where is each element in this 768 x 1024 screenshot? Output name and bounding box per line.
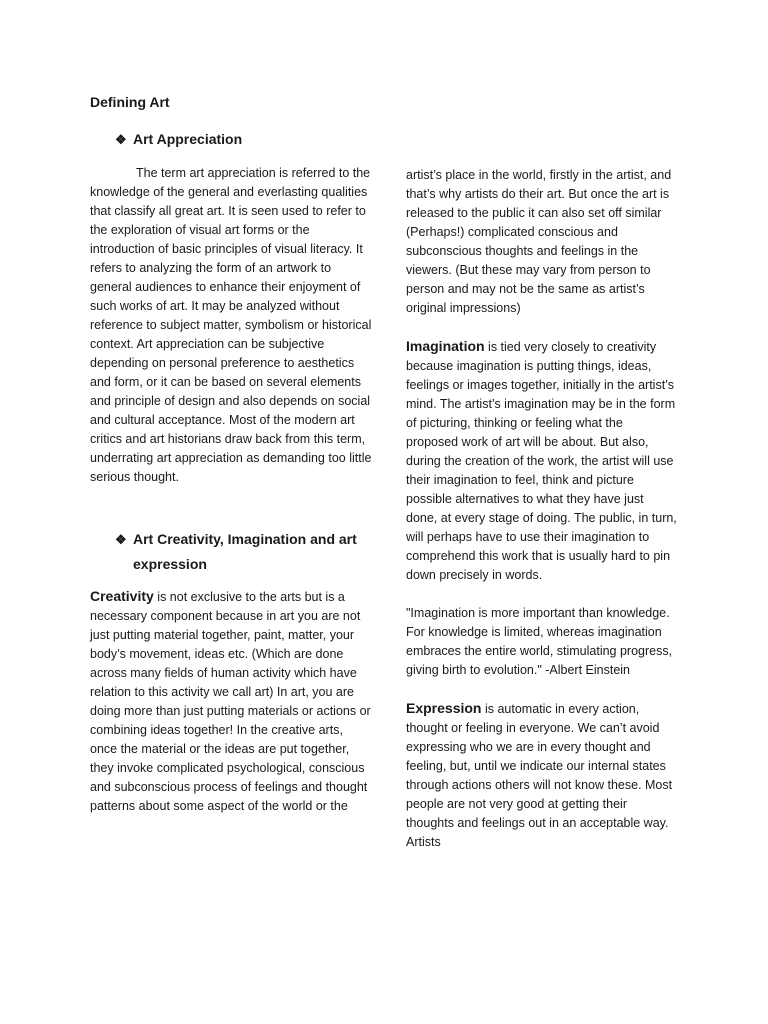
expression-paragraph [406,699,678,852]
imagination-text: is tied very closely to creativity because imagination is putting things, ideas, feelings or images together, initially in the artist’s mind. The artist’s imagination may be in the form of picturing, thinking or feeling what the proposed work of art will be about. But also, during the creation of the work, the artist will use their imagination to feel, think and picture possible alternatives to what they have just done, at every stage of doing. The public, in turn, will perhaps have to use their imagination to comprehend this work that is usually hard to pin down precisely in words. [406,340,677,582]
imagination-paragraph [406,337,678,585]
section-heading-creativity [115,527,372,577]
continuation-paragraph: artist’s place in the world, firstly in the artist, and that’s why artists do their art. But once the art is released to the public it can also set off similar (Perhaps!) complicated conscious and subconscious thoughts and feelings in the viewers. (But these may vary from person to person and may not be the same as artist’s original impressions) [406,168,672,315]
einstein-quote: "Imagination is more important than knowledge. For knowledge is limited, whereas imagination embraces the entire world, stimulating progress, giving birth to evolution." -Albert Einstein [406,606,673,677]
diamond-bullet-icon: ❖ [115,532,127,547]
document-title: Defining Art [90,94,170,110]
creativity-text: is not exclusive to the arts but is a necessary component because in art you are not just putting material together, paint, matter, your body’s movement, ideas etc. (Which are done across many fields of human activity which have relation to this activity we call art) In art, you are doing more than just putting materials or actions or combining ideas together! In the creative arts, once the material or the ideas are put together, they invoke complicated psychological, conscious and subconscious process of feelings and thought patterns about some aspect of the world or the [90,590,371,813]
section-heading-label: Art Creativity, Imagination and art expression [133,531,357,572]
expression-text: is automatic in every action, thought or feeling in everyone. We can’t avoid expressing who we are in every thought and feeling, but, until we indicate our internal states through actions others will not know these. Most people are not very good at getting their thoughts and feelings out in an acceptable way. Artists [406,702,673,849]
right-column [406,166,678,852]
creativity-paragraph [90,587,372,816]
left-column [90,92,372,816]
diamond-bullet-icon: ❖ [115,132,127,147]
expression-term: Expression [406,700,482,716]
art-appreciation-paragraph: The term art appreciation is referred to the knowledge of the general and everlasting qualities that classify all great art. It is seen used to refer to the exploration of visual art forms or the introduction of basic principles of visual literacy. It refers to analyzing the form of an artwork to general audiences to enhance their enjoyment of such works of art. It may be analyzed without reference to subject matter, symbolism or historical context. Art appreciation can be subjective depending on personal preference to aesthetics and form, or it can be based on several elements and principle of design and also depends on social and cultural acceptance. Most of the modern art critics and art historians draw back from this term, underrating art appreciation as demanding too little serious thought. [90,166,372,484]
section-heading-art-appreciation [115,127,372,152]
imagination-term: Imagination [406,338,485,354]
section-heading-label: Art Appreciation [133,131,243,147]
creativity-term: Creativity [90,588,154,604]
